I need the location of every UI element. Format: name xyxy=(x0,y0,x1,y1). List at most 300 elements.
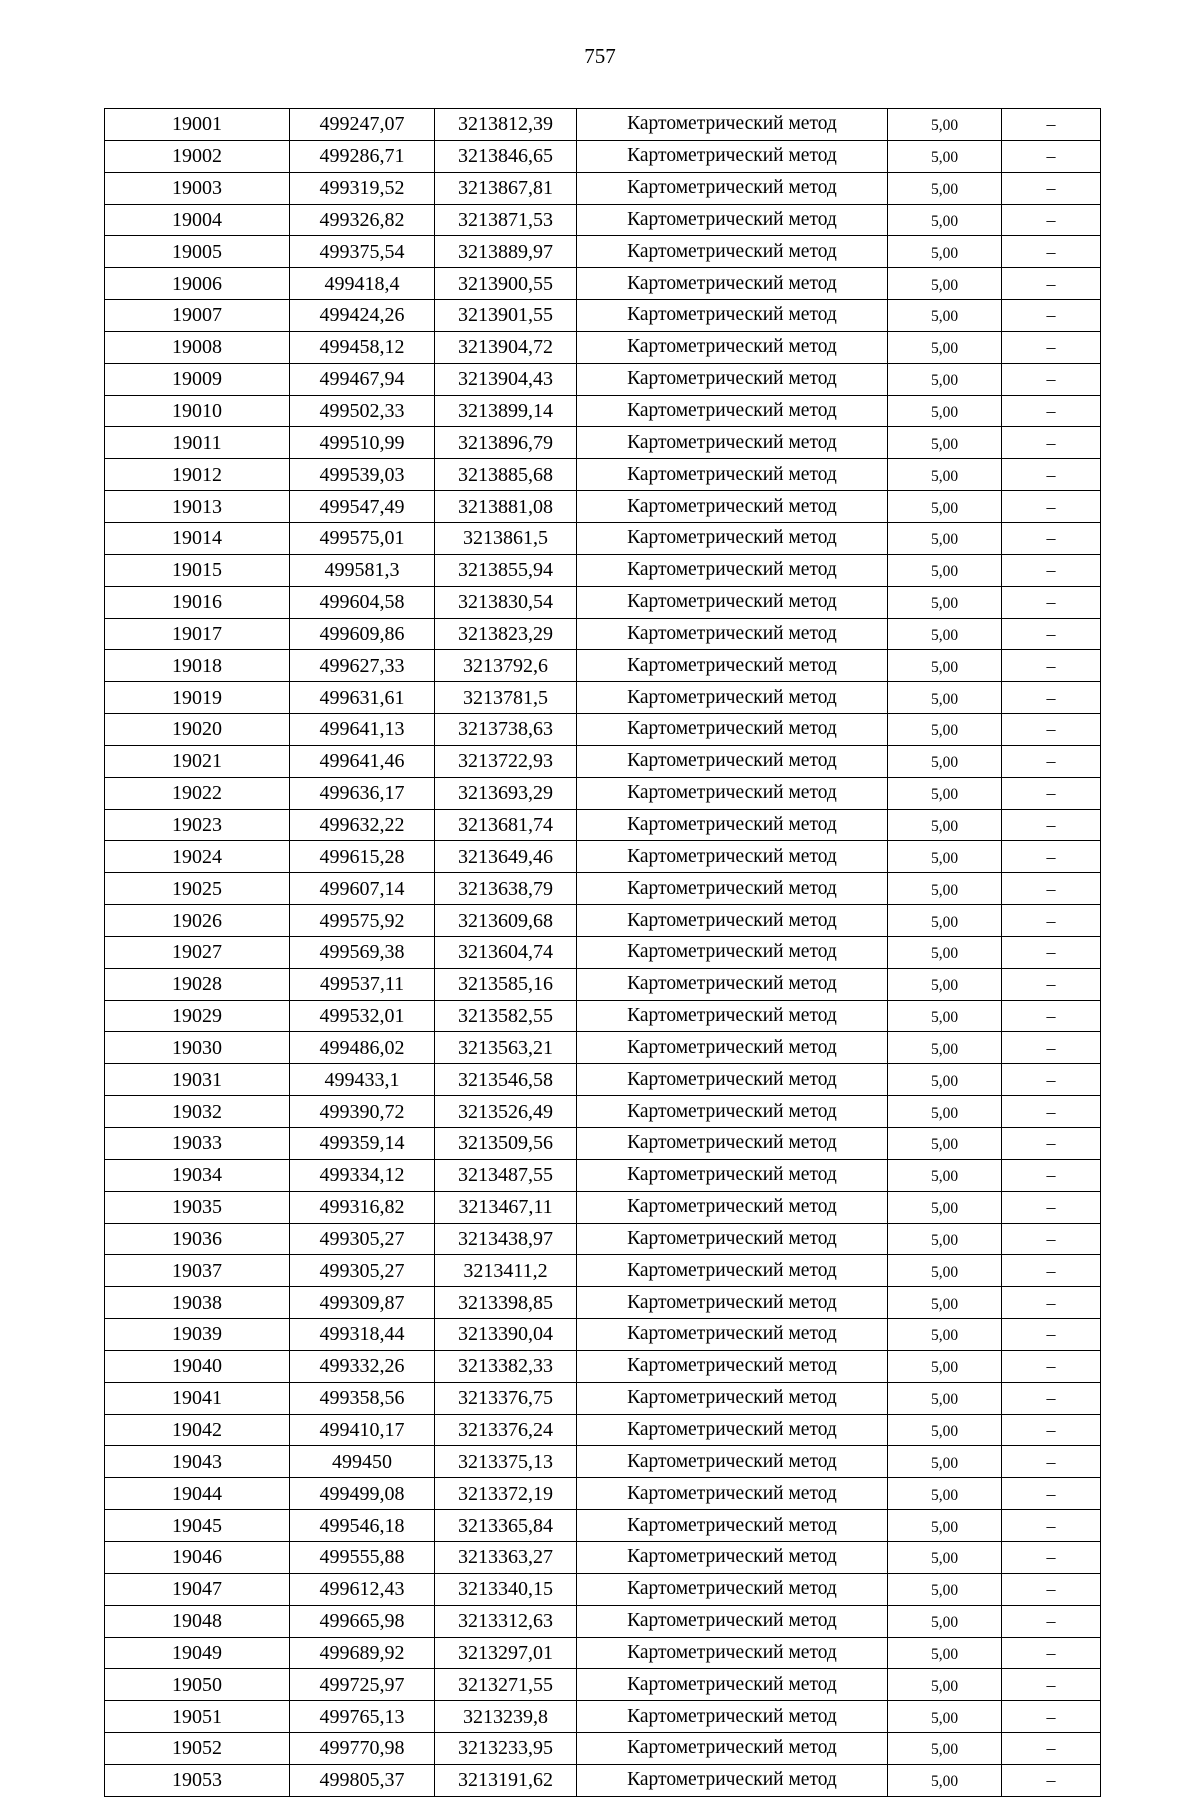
method-cell: Картометрический метод xyxy=(577,1510,888,1542)
y-coordinate-cell: 3213896,79 xyxy=(435,427,577,459)
accuracy-cell: 5,00 xyxy=(888,1446,1002,1478)
y-coordinate-cell: 3213812,39 xyxy=(435,109,577,141)
point-number-cell: 19011 xyxy=(105,427,290,459)
table-row xyxy=(105,1350,1101,1382)
method-cell: Картометрический метод xyxy=(577,714,888,746)
table-row xyxy=(105,905,1101,937)
y-coordinate-cell: 3213390,04 xyxy=(435,1319,577,1351)
note-cell: – xyxy=(1002,714,1101,746)
y-coordinate-cell: 3213233,95 xyxy=(435,1733,577,1765)
accuracy-cell: 5,00 xyxy=(888,1223,1002,1255)
point-number-cell: 19020 xyxy=(105,714,290,746)
y-coordinate-cell: 3213722,93 xyxy=(435,745,577,777)
accuracy-cell: 5,00 xyxy=(888,618,1002,650)
method-cell: Картометрический метод xyxy=(577,1414,888,1446)
note-cell: – xyxy=(1002,1510,1101,1542)
note-cell: – xyxy=(1002,1382,1101,1414)
table-row xyxy=(105,745,1101,777)
y-coordinate-cell: 3213546,58 xyxy=(435,1064,577,1096)
method-cell: Картометрический метод xyxy=(577,777,888,809)
note-cell: – xyxy=(1002,936,1101,968)
point-number-cell: 19015 xyxy=(105,554,290,586)
x-coordinate-cell: 499581,3 xyxy=(290,554,435,586)
accuracy-cell: 5,00 xyxy=(888,1669,1002,1701)
point-number-cell: 19035 xyxy=(105,1191,290,1223)
table-row xyxy=(105,586,1101,618)
method-cell: Картометрический метод xyxy=(577,363,888,395)
point-number-cell: 19018 xyxy=(105,650,290,682)
accuracy-cell: 5,00 xyxy=(888,809,1002,841)
method-cell: Картометрический метод xyxy=(577,1350,888,1382)
note-cell: – xyxy=(1002,1319,1101,1351)
point-number-cell: 19051 xyxy=(105,1701,290,1733)
y-coordinate-cell: 3213899,14 xyxy=(435,395,577,427)
method-cell: Картометрический метод xyxy=(577,1287,888,1319)
accuracy-cell: 5,00 xyxy=(888,873,1002,905)
note-cell: – xyxy=(1002,1701,1101,1733)
x-coordinate-cell: 499615,28 xyxy=(290,841,435,873)
point-number-cell: 19019 xyxy=(105,682,290,714)
table-row xyxy=(105,1733,1101,1765)
accuracy-cell: 5,00 xyxy=(888,172,1002,204)
x-coordinate-cell: 499547,49 xyxy=(290,491,435,523)
accuracy-cell: 5,00 xyxy=(888,1319,1002,1351)
y-coordinate-cell: 3213526,49 xyxy=(435,1096,577,1128)
accuracy-cell: 5,00 xyxy=(888,331,1002,363)
note-cell: – xyxy=(1002,236,1101,268)
x-coordinate-cell: 499636,17 xyxy=(290,777,435,809)
accuracy-cell: 5,00 xyxy=(888,236,1002,268)
table-row xyxy=(105,1000,1101,1032)
x-coordinate-cell: 499532,01 xyxy=(290,1000,435,1032)
table-row xyxy=(105,140,1101,172)
point-number-cell: 19022 xyxy=(105,777,290,809)
x-coordinate-cell: 499604,58 xyxy=(290,586,435,618)
y-coordinate-cell: 3213191,62 xyxy=(435,1764,577,1796)
y-coordinate-cell: 3213792,6 xyxy=(435,650,577,682)
accuracy-cell: 5,00 xyxy=(888,682,1002,714)
method-cell: Картометрический метод xyxy=(577,331,888,363)
point-number-cell: 19043 xyxy=(105,1446,290,1478)
note-cell: – xyxy=(1002,427,1101,459)
method-cell: Картометрический метод xyxy=(577,650,888,682)
x-coordinate-cell: 499725,97 xyxy=(290,1669,435,1701)
x-coordinate-cell: 499631,61 xyxy=(290,682,435,714)
accuracy-cell: 5,00 xyxy=(888,586,1002,618)
x-coordinate-cell: 499332,26 xyxy=(290,1350,435,1382)
x-coordinate-cell: 499358,56 xyxy=(290,1382,435,1414)
point-number-cell: 19032 xyxy=(105,1096,290,1128)
y-coordinate-cell: 3213563,21 xyxy=(435,1032,577,1064)
method-cell: Картометрический метод xyxy=(577,936,888,968)
accuracy-cell: 5,00 xyxy=(888,650,1002,682)
method-cell: Картометрический метод xyxy=(577,268,888,300)
note-cell: – xyxy=(1002,554,1101,586)
accuracy-cell: 5,00 xyxy=(888,300,1002,332)
table-row xyxy=(105,777,1101,809)
table-row xyxy=(105,1446,1101,1478)
x-coordinate-cell: 499627,33 xyxy=(290,650,435,682)
table-row xyxy=(105,1382,1101,1414)
method-cell: Картометрический метод xyxy=(577,745,888,777)
point-number-cell: 19037 xyxy=(105,1255,290,1287)
note-cell: – xyxy=(1002,968,1101,1000)
point-number-cell: 19016 xyxy=(105,586,290,618)
y-coordinate-cell: 3213904,72 xyxy=(435,331,577,363)
accuracy-cell: 5,00 xyxy=(888,1510,1002,1542)
note-cell: – xyxy=(1002,1350,1101,1382)
table-row xyxy=(105,1255,1101,1287)
y-coordinate-cell: 3213738,63 xyxy=(435,714,577,746)
point-number-cell: 19027 xyxy=(105,936,290,968)
accuracy-cell: 5,00 xyxy=(888,905,1002,937)
note-cell: – xyxy=(1002,1191,1101,1223)
accuracy-cell: 5,00 xyxy=(888,1541,1002,1573)
x-coordinate-cell: 499689,92 xyxy=(290,1637,435,1669)
accuracy-cell: 5,00 xyxy=(888,554,1002,586)
accuracy-cell: 5,00 xyxy=(888,395,1002,427)
note-cell: – xyxy=(1002,109,1101,141)
point-number-cell: 19013 xyxy=(105,491,290,523)
x-coordinate-cell: 499546,18 xyxy=(290,1510,435,1542)
accuracy-cell: 5,00 xyxy=(888,459,1002,491)
note-cell: – xyxy=(1002,1573,1101,1605)
accuracy-cell: 5,00 xyxy=(888,936,1002,968)
x-coordinate-cell: 499502,33 xyxy=(290,395,435,427)
point-number-cell: 19029 xyxy=(105,1000,290,1032)
accuracy-cell: 5,00 xyxy=(888,841,1002,873)
note-cell: – xyxy=(1002,1733,1101,1765)
x-coordinate-cell: 499486,02 xyxy=(290,1032,435,1064)
table-row xyxy=(105,331,1101,363)
y-coordinate-cell: 3213609,68 xyxy=(435,905,577,937)
method-cell: Картометрический метод xyxy=(577,905,888,937)
y-coordinate-cell: 3213239,8 xyxy=(435,1701,577,1733)
y-coordinate-cell: 3213889,97 xyxy=(435,236,577,268)
y-coordinate-cell: 3213604,74 xyxy=(435,936,577,968)
table-row xyxy=(105,1032,1101,1064)
y-coordinate-cell: 3213375,13 xyxy=(435,1446,577,1478)
note-cell: – xyxy=(1002,300,1101,332)
x-coordinate-cell: 499539,03 xyxy=(290,459,435,491)
accuracy-cell: 5,00 xyxy=(888,1191,1002,1223)
point-number-cell: 19008 xyxy=(105,331,290,363)
accuracy-cell: 5,00 xyxy=(888,1255,1002,1287)
y-coordinate-cell: 3213881,08 xyxy=(435,491,577,523)
accuracy-cell: 5,00 xyxy=(888,268,1002,300)
accuracy-cell: 5,00 xyxy=(888,714,1002,746)
point-number-cell: 19053 xyxy=(105,1764,290,1796)
x-coordinate-cell: 499375,54 xyxy=(290,236,435,268)
x-coordinate-cell: 499433,1 xyxy=(290,1064,435,1096)
table-row xyxy=(105,968,1101,1000)
point-number-cell: 19031 xyxy=(105,1064,290,1096)
method-cell: Картометрический метод xyxy=(577,873,888,905)
x-coordinate-cell: 499305,27 xyxy=(290,1255,435,1287)
y-coordinate-cell: 3213846,65 xyxy=(435,140,577,172)
note-cell: – xyxy=(1002,1446,1101,1478)
y-coordinate-cell: 3213372,19 xyxy=(435,1478,577,1510)
method-cell: Картометрический метод xyxy=(577,300,888,332)
note-cell: – xyxy=(1002,522,1101,554)
table-row xyxy=(105,714,1101,746)
x-coordinate-cell: 499612,43 xyxy=(290,1573,435,1605)
method-cell: Картометрический метод xyxy=(577,522,888,554)
x-coordinate-cell: 499770,98 xyxy=(290,1733,435,1765)
note-cell: – xyxy=(1002,745,1101,777)
method-cell: Картометрический метод xyxy=(577,586,888,618)
x-coordinate-cell: 499555,88 xyxy=(290,1541,435,1573)
x-coordinate-cell: 499607,14 xyxy=(290,873,435,905)
accuracy-cell: 5,00 xyxy=(888,427,1002,459)
accuracy-cell: 5,00 xyxy=(888,777,1002,809)
method-cell: Картометрический метод xyxy=(577,1478,888,1510)
table-row xyxy=(105,682,1101,714)
note-cell: – xyxy=(1002,268,1101,300)
x-coordinate-cell: 499326,82 xyxy=(290,204,435,236)
y-coordinate-cell: 3213509,56 xyxy=(435,1128,577,1160)
note-cell: – xyxy=(1002,905,1101,937)
point-number-cell: 19007 xyxy=(105,300,290,332)
x-coordinate-cell: 499632,22 xyxy=(290,809,435,841)
method-cell: Картометрический метод xyxy=(577,1541,888,1573)
table-row xyxy=(105,841,1101,873)
table-row xyxy=(105,268,1101,300)
accuracy-cell: 5,00 xyxy=(888,1637,1002,1669)
method-cell: Картометрический метод xyxy=(577,395,888,427)
point-number-cell: 19006 xyxy=(105,268,290,300)
y-coordinate-cell: 3213830,54 xyxy=(435,586,577,618)
y-coordinate-cell: 3213855,94 xyxy=(435,554,577,586)
x-coordinate-cell: 499641,13 xyxy=(290,714,435,746)
table-row xyxy=(105,459,1101,491)
note-cell: – xyxy=(1002,1541,1101,1573)
point-number-cell: 19033 xyxy=(105,1128,290,1160)
x-coordinate-cell: 499390,72 xyxy=(290,1096,435,1128)
method-cell: Картометрический метод xyxy=(577,1573,888,1605)
table-row xyxy=(105,491,1101,523)
point-number-cell: 19050 xyxy=(105,1669,290,1701)
note-cell: – xyxy=(1002,395,1101,427)
accuracy-cell: 5,00 xyxy=(888,968,1002,1000)
table-row xyxy=(105,1287,1101,1319)
accuracy-cell: 5,00 xyxy=(888,1764,1002,1796)
method-cell: Картометрический метод xyxy=(577,236,888,268)
note-cell: – xyxy=(1002,172,1101,204)
x-coordinate-cell: 499575,92 xyxy=(290,905,435,937)
x-coordinate-cell: 499334,12 xyxy=(290,1159,435,1191)
x-coordinate-cell: 499318,44 xyxy=(290,1319,435,1351)
table-row xyxy=(105,204,1101,236)
method-cell: Картометрический метод xyxy=(577,1191,888,1223)
point-number-cell: 19038 xyxy=(105,1287,290,1319)
point-number-cell: 19034 xyxy=(105,1159,290,1191)
y-coordinate-cell: 3213781,5 xyxy=(435,682,577,714)
y-coordinate-cell: 3213867,81 xyxy=(435,172,577,204)
note-cell: – xyxy=(1002,1669,1101,1701)
x-coordinate-cell: 499418,4 xyxy=(290,268,435,300)
note-cell: – xyxy=(1002,1287,1101,1319)
method-cell: Картометрический метод xyxy=(577,1605,888,1637)
point-number-cell: 19025 xyxy=(105,873,290,905)
method-cell: Картометрический метод xyxy=(577,1128,888,1160)
accuracy-cell: 5,00 xyxy=(888,1701,1002,1733)
point-number-cell: 19026 xyxy=(105,905,290,937)
table-row xyxy=(105,1701,1101,1733)
point-number-cell: 19017 xyxy=(105,618,290,650)
method-cell: Картометрический метод xyxy=(577,491,888,523)
table-row xyxy=(105,1096,1101,1128)
y-coordinate-cell: 3213901,55 xyxy=(435,300,577,332)
y-coordinate-cell: 3213681,74 xyxy=(435,809,577,841)
x-coordinate-cell: 499424,26 xyxy=(290,300,435,332)
y-coordinate-cell: 3213871,53 xyxy=(435,204,577,236)
table-row xyxy=(105,395,1101,427)
table-row xyxy=(105,1510,1101,1542)
point-number-cell: 19041 xyxy=(105,1382,290,1414)
note-cell: – xyxy=(1002,1637,1101,1669)
x-coordinate-cell: 499316,82 xyxy=(290,1191,435,1223)
point-number-cell: 19040 xyxy=(105,1350,290,1382)
y-coordinate-cell: 3213312,63 xyxy=(435,1605,577,1637)
table-row xyxy=(105,1223,1101,1255)
y-coordinate-cell: 3213363,27 xyxy=(435,1541,577,1573)
method-cell: Картометрический метод xyxy=(577,204,888,236)
x-coordinate-cell: 499359,14 xyxy=(290,1128,435,1160)
point-number-cell: 19012 xyxy=(105,459,290,491)
method-cell: Картометрический метод xyxy=(577,1446,888,1478)
method-cell: Картометрический метод xyxy=(577,841,888,873)
x-coordinate-cell: 499305,27 xyxy=(290,1223,435,1255)
point-number-cell: 19044 xyxy=(105,1478,290,1510)
y-coordinate-cell: 3213649,46 xyxy=(435,841,577,873)
note-cell: – xyxy=(1002,363,1101,395)
y-coordinate-cell: 3213438,97 xyxy=(435,1223,577,1255)
note-cell: – xyxy=(1002,873,1101,905)
note-cell: – xyxy=(1002,140,1101,172)
table-row xyxy=(105,427,1101,459)
point-number-cell: 19002 xyxy=(105,140,290,172)
point-number-cell: 19009 xyxy=(105,363,290,395)
point-number-cell: 19036 xyxy=(105,1223,290,1255)
y-coordinate-cell: 3213365,84 xyxy=(435,1510,577,1542)
note-cell: – xyxy=(1002,1128,1101,1160)
point-number-cell: 19014 xyxy=(105,522,290,554)
table-row xyxy=(105,809,1101,841)
accuracy-cell: 5,00 xyxy=(888,1414,1002,1446)
table-row xyxy=(105,1159,1101,1191)
table-row xyxy=(105,1764,1101,1796)
table-row xyxy=(105,650,1101,682)
x-coordinate-cell: 499499,08 xyxy=(290,1478,435,1510)
point-number-cell: 19039 xyxy=(105,1319,290,1351)
page-number: 757 xyxy=(584,44,616,68)
table-row xyxy=(105,1637,1101,1669)
y-coordinate-cell: 3213487,55 xyxy=(435,1159,577,1191)
note-cell: – xyxy=(1002,650,1101,682)
x-coordinate-cell: 499641,46 xyxy=(290,745,435,777)
note-cell: – xyxy=(1002,1000,1101,1032)
note-cell: – xyxy=(1002,777,1101,809)
accuracy-cell: 5,00 xyxy=(888,1032,1002,1064)
accuracy-cell: 5,00 xyxy=(888,109,1002,141)
table-row xyxy=(105,1128,1101,1160)
x-coordinate-cell: 499458,12 xyxy=(290,331,435,363)
method-cell: Картометрический метод xyxy=(577,1159,888,1191)
table-row xyxy=(105,172,1101,204)
point-number-cell: 19046 xyxy=(105,1541,290,1573)
y-coordinate-cell: 3213582,55 xyxy=(435,1000,577,1032)
table-row xyxy=(105,236,1101,268)
point-number-cell: 19003 xyxy=(105,172,290,204)
accuracy-cell: 5,00 xyxy=(888,745,1002,777)
table-row xyxy=(105,554,1101,586)
note-cell: – xyxy=(1002,1064,1101,1096)
point-number-cell: 19049 xyxy=(105,1637,290,1669)
method-cell: Картометрический метод xyxy=(577,1319,888,1351)
note-cell: – xyxy=(1002,618,1101,650)
accuracy-cell: 5,00 xyxy=(888,1000,1002,1032)
point-number-cell: 19004 xyxy=(105,204,290,236)
method-cell: Картометрический метод xyxy=(577,1000,888,1032)
x-coordinate-cell: 499309,87 xyxy=(290,1287,435,1319)
note-cell: – xyxy=(1002,331,1101,363)
accuracy-cell: 5,00 xyxy=(888,204,1002,236)
method-cell: Картометрический метод xyxy=(577,1255,888,1287)
accuracy-cell: 5,00 xyxy=(888,1573,1002,1605)
note-cell: – xyxy=(1002,1605,1101,1637)
x-coordinate-cell: 499805,37 xyxy=(290,1764,435,1796)
note-cell: – xyxy=(1002,1032,1101,1064)
x-coordinate-cell: 499467,94 xyxy=(290,363,435,395)
method-cell: Картометрический метод xyxy=(577,459,888,491)
point-number-cell: 19030 xyxy=(105,1032,290,1064)
note-cell: – xyxy=(1002,1096,1101,1128)
table-row xyxy=(105,1414,1101,1446)
y-coordinate-cell: 3213693,29 xyxy=(435,777,577,809)
accuracy-cell: 5,00 xyxy=(888,1350,1002,1382)
y-coordinate-cell: 3213340,15 xyxy=(435,1573,577,1605)
note-cell: – xyxy=(1002,459,1101,491)
note-cell: – xyxy=(1002,1478,1101,1510)
x-coordinate-cell: 499765,13 xyxy=(290,1701,435,1733)
note-cell: – xyxy=(1002,1764,1101,1796)
method-cell: Картометрический метод xyxy=(577,1064,888,1096)
table-row xyxy=(105,1541,1101,1573)
method-cell: Картометрический метод xyxy=(577,109,888,141)
table-row xyxy=(105,1191,1101,1223)
accuracy-cell: 5,00 xyxy=(888,140,1002,172)
point-number-cell: 19021 xyxy=(105,745,290,777)
point-number-cell: 19028 xyxy=(105,968,290,1000)
method-cell: Картометрический метод xyxy=(577,968,888,1000)
table-row xyxy=(105,1319,1101,1351)
table-row xyxy=(105,300,1101,332)
accuracy-cell: 5,00 xyxy=(888,1382,1002,1414)
accuracy-cell: 5,00 xyxy=(888,491,1002,523)
accuracy-cell: 5,00 xyxy=(888,1733,1002,1765)
y-coordinate-cell: 3213376,75 xyxy=(435,1382,577,1414)
y-coordinate-cell: 3213382,33 xyxy=(435,1350,577,1382)
point-number-cell: 19052 xyxy=(105,1733,290,1765)
y-coordinate-cell: 3213411,2 xyxy=(435,1255,577,1287)
point-number-cell: 19001 xyxy=(105,109,290,141)
x-coordinate-cell: 499537,11 xyxy=(290,968,435,1000)
table-row xyxy=(105,1605,1101,1637)
y-coordinate-cell: 3213376,24 xyxy=(435,1414,577,1446)
method-cell: Картометрический метод xyxy=(577,618,888,650)
method-cell: Картометрический метод xyxy=(577,1637,888,1669)
